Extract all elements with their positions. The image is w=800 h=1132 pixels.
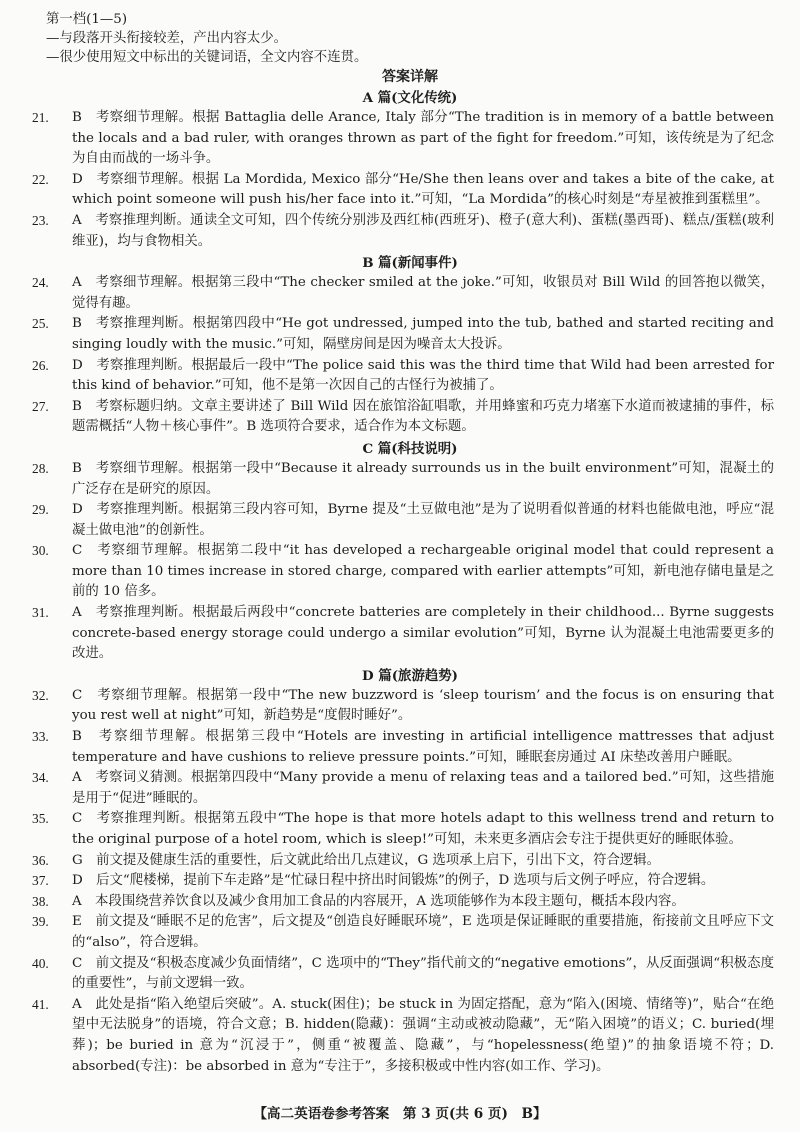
answer-item [32, 892, 774, 913]
question-number: 32. [32, 687, 49, 703]
answer-explanation: D 考察推理判断。根据最后一段中“The police said this was the third time that Wild had been arrested for this kind of behavior.”可知，他不是第一次因自己的古怪行为被捕了。 [72, 357, 774, 394]
grade-level-title: 第一档(1—5) [46, 12, 128, 27]
answer-item [32, 314, 774, 355]
answer-item [32, 170, 774, 211]
answer-explanation: E 前文提及“睡眠不足的危害”，后文提及“创造良好睡眠环境”，E 选项是保证睡眠的重要措施，衔接前文且呼应下文的“also”，符合逻辑。 [72, 914, 774, 950]
question-number: 21. [32, 110, 49, 125]
answer-item [32, 954, 774, 995]
answer-explanation: B 考察细节理解。根据第三段中“Hotels are investing in artificial intelligence mattresses that adjust temperature and have cushions to relieve pressure points.”可知，睡眠套房通过 AI 床垫改善用户睡眠。 [72, 729, 774, 765]
grading-header [46, 10, 774, 67]
answer-explanation: A 考察推理判断。通读全文可知，四个传统分别涉及西红柿(西班牙)、橙子(意大利)、蛋糕(墨西哥)、糕点/蛋糕(玻利维亚)，均与食物相关。 [72, 212, 774, 249]
question-number: 26. [32, 357, 49, 373]
answer-explanation: D 考察推理判断。根据第三段内容可知，Byrne 提及“土豆做电池”是为了说明看似普通的材料也能做电池，呼应“混凝土做电池”的创新性。 [72, 502, 774, 538]
answer-item [32, 727, 774, 768]
section-title: D 篇(旅游趋势) [362, 667, 458, 684]
answer-item [32, 871, 774, 892]
question-number: 41. [32, 996, 49, 1012]
answer-item [32, 768, 774, 809]
section-title: C 篇(科技说明) [362, 440, 458, 457]
answer-item [32, 603, 774, 665]
question-number: 38. [32, 893, 49, 909]
answer-explanation: C 考察推理判断。根据第五段中“The hope is that more hotels adapt to this wellness trend and return to the original purpose of a hotel room, which is sleep!”可知，未来更多酒店会专注于提供更好的睡眠体验。 [72, 811, 774, 847]
answer-explanation: B 考察细节理解。根据 Battaglia delle Arance, Italy 部分“The tradition is in memory of a battle between the locals and a bad ruler, with oranges thrown as part of the fight for freedom.”可知，该传统是为了纪念为自由而战的一场斗争。 [72, 110, 774, 167]
answer-item [32, 273, 774, 314]
answer-item [32, 356, 774, 397]
grade-criterion-1: —与段落开头衔接较差，产出内容太少。 [46, 31, 288, 46]
answer-explanation: D 后文“爬楼梯，提前下车走路”是“忙碌日程中挤出时间锻炼”的例子，D 选项与后文例子呼应，符合逻辑。 [72, 873, 715, 889]
answer-item [32, 912, 774, 953]
answer-explanation: C 前文提及“积极态度减少负面情绪”，C 选项中的“They”指代前文的“negative emotions”，从反面强调“积极态度的重要性”，与前文逻辑一致。 [72, 955, 774, 992]
answer-item [32, 541, 774, 603]
answer-explanation: B 考察推理判断。根据第四段中“He got undressed, jumped into the tub, bathed and started reciting and singing loudly with the music.”可知，隔壁房间是因为噪音太大投诉。 [72, 316, 774, 352]
question-number: 25. [32, 316, 49, 332]
question-number: 29. [32, 502, 49, 518]
question-number: 39. [32, 914, 49, 930]
answer-explanation: B 考察标题归纳。文章主要讲述了 Bill Wild 因在旅馆浴缸唱歌，并用蜂蜜和巧克力堵塞下水道而被逮捕的事件，标题需概括“人物＋核心事件”。B 选项符合要求，适合作为本文标题。 [72, 398, 774, 435]
answer-item [32, 459, 774, 500]
answer-item [32, 809, 774, 850]
question-number: 27. [32, 398, 49, 414]
answer-explanation: D 考察细节理解。根据 La Mordida, Mexico 部分“He/She then leans over and takes a bite of the cake, at which point someone will push his/her face into it.”可知，“La Mordida”的核心时刻是“寿星被推到蛋糕里”。 [72, 171, 774, 208]
answer-item [32, 686, 774, 727]
question-number: 33. [32, 729, 49, 745]
answer-item [32, 211, 774, 252]
question-number: 22. [32, 171, 49, 187]
answer-explanation: A 本段围绕营养饮食以及减少食用加工食品的内容展开，A 选项能够作为本段主题句，概括本段内容。 [72, 893, 685, 909]
answer-explanation: C 考察细节理解。根据第二段中“it has developed a rechargeable original model that could represent a more than 10 times increase in stored charge, compared with earlier attempts”可知，新电池存储电量是之前的 10 倍多。 [72, 543, 774, 600]
question-number: 37. [32, 873, 49, 889]
answer-title: 答案详解 [382, 69, 438, 85]
question-number: 34. [32, 770, 49, 786]
answer-explanation: A 考察推理判断。根据最后两段中“concrete batteries are completely in their childhood... Byrne suggests concrete-based energy storage could undergo a similar evolution”可知，Byrne 认为混凝土电池需要更多的改进。 [72, 605, 774, 662]
question-number: 24. [32, 275, 49, 291]
answer-item [32, 397, 774, 438]
question-number: 30. [32, 543, 49, 559]
question-number: 28. [32, 460, 49, 476]
answer-explanation: A 考察细节理解。根据第三段中“The checker smiled at the joke.”可知，收银员对 Bill Wild 的回答抱以微笑，觉得有趣。 [72, 275, 774, 311]
answer-explanation: A 此处是指“陷入绝望后突破”。A. stuck(困住)；be stuck in 为固定搭配，意为“陷入(困境、情绪等)”，贴合“在绝望中无法脱身”的语境，符合文意；B. hidden(隐藏)：强调“主动或被动隐藏”，无“陷入困境”的语义；C. buried(埋葬)；be buried in 意为“沉浸于”，侧重“被覆盖、隐藏”，与“hopelessness(绝望)”的抽象语境不符；D. absorbed(专注)：be absorbed in 意为“专注于”，多接积极或中性内容(如工作、学习)。 [72, 996, 774, 1074]
answer-explanation: G 前文提及健康生活的重要性，后文就此给出几点建议，G 选项承上启下，引出下文，符合逻辑。 [72, 852, 661, 868]
question-number: 31. [32, 605, 49, 621]
section-title: A 篇(文化传统) [362, 90, 458, 106]
answer-item [32, 995, 774, 1077]
answer-item [32, 851, 774, 872]
answer-explanation: A 考察词义猜测。根据第四段中“Many provide a menu of relaxing teas and a tailored bed.”可知，这些措施是用于“促进”睡眠的。 [72, 770, 774, 806]
question-number: 23. [32, 212, 49, 228]
page-footer: 【高二英语卷参考答案 第 3 页(共 6 页) B】 [253, 1106, 547, 1122]
question-number: 35. [32, 811, 49, 827]
answer-explanation: B 考察细节理解。根据第一段中“Because it already surrounds us in the built environment”可知，混凝土的广泛存在是研究的原因。 [72, 460, 774, 497]
answer-sections [32, 88, 774, 1077]
question-number: 40. [32, 955, 49, 971]
answer-item [32, 108, 774, 170]
grade-criterion-2: —很少使用短文中标出的关键词语，全文内容不连贯。 [46, 50, 368, 65]
answer-item [32, 500, 774, 541]
question-number: 36. [32, 852, 49, 868]
answer-explanation: C 考察细节理解。根据第一段中“The new buzzword is ‘sleep tourism’ and the focus is on ensuring that you rest well at night”可知，新趋势是“度假时睡好”。 [72, 687, 774, 724]
section-title: B 篇(新闻事件) [362, 255, 458, 272]
